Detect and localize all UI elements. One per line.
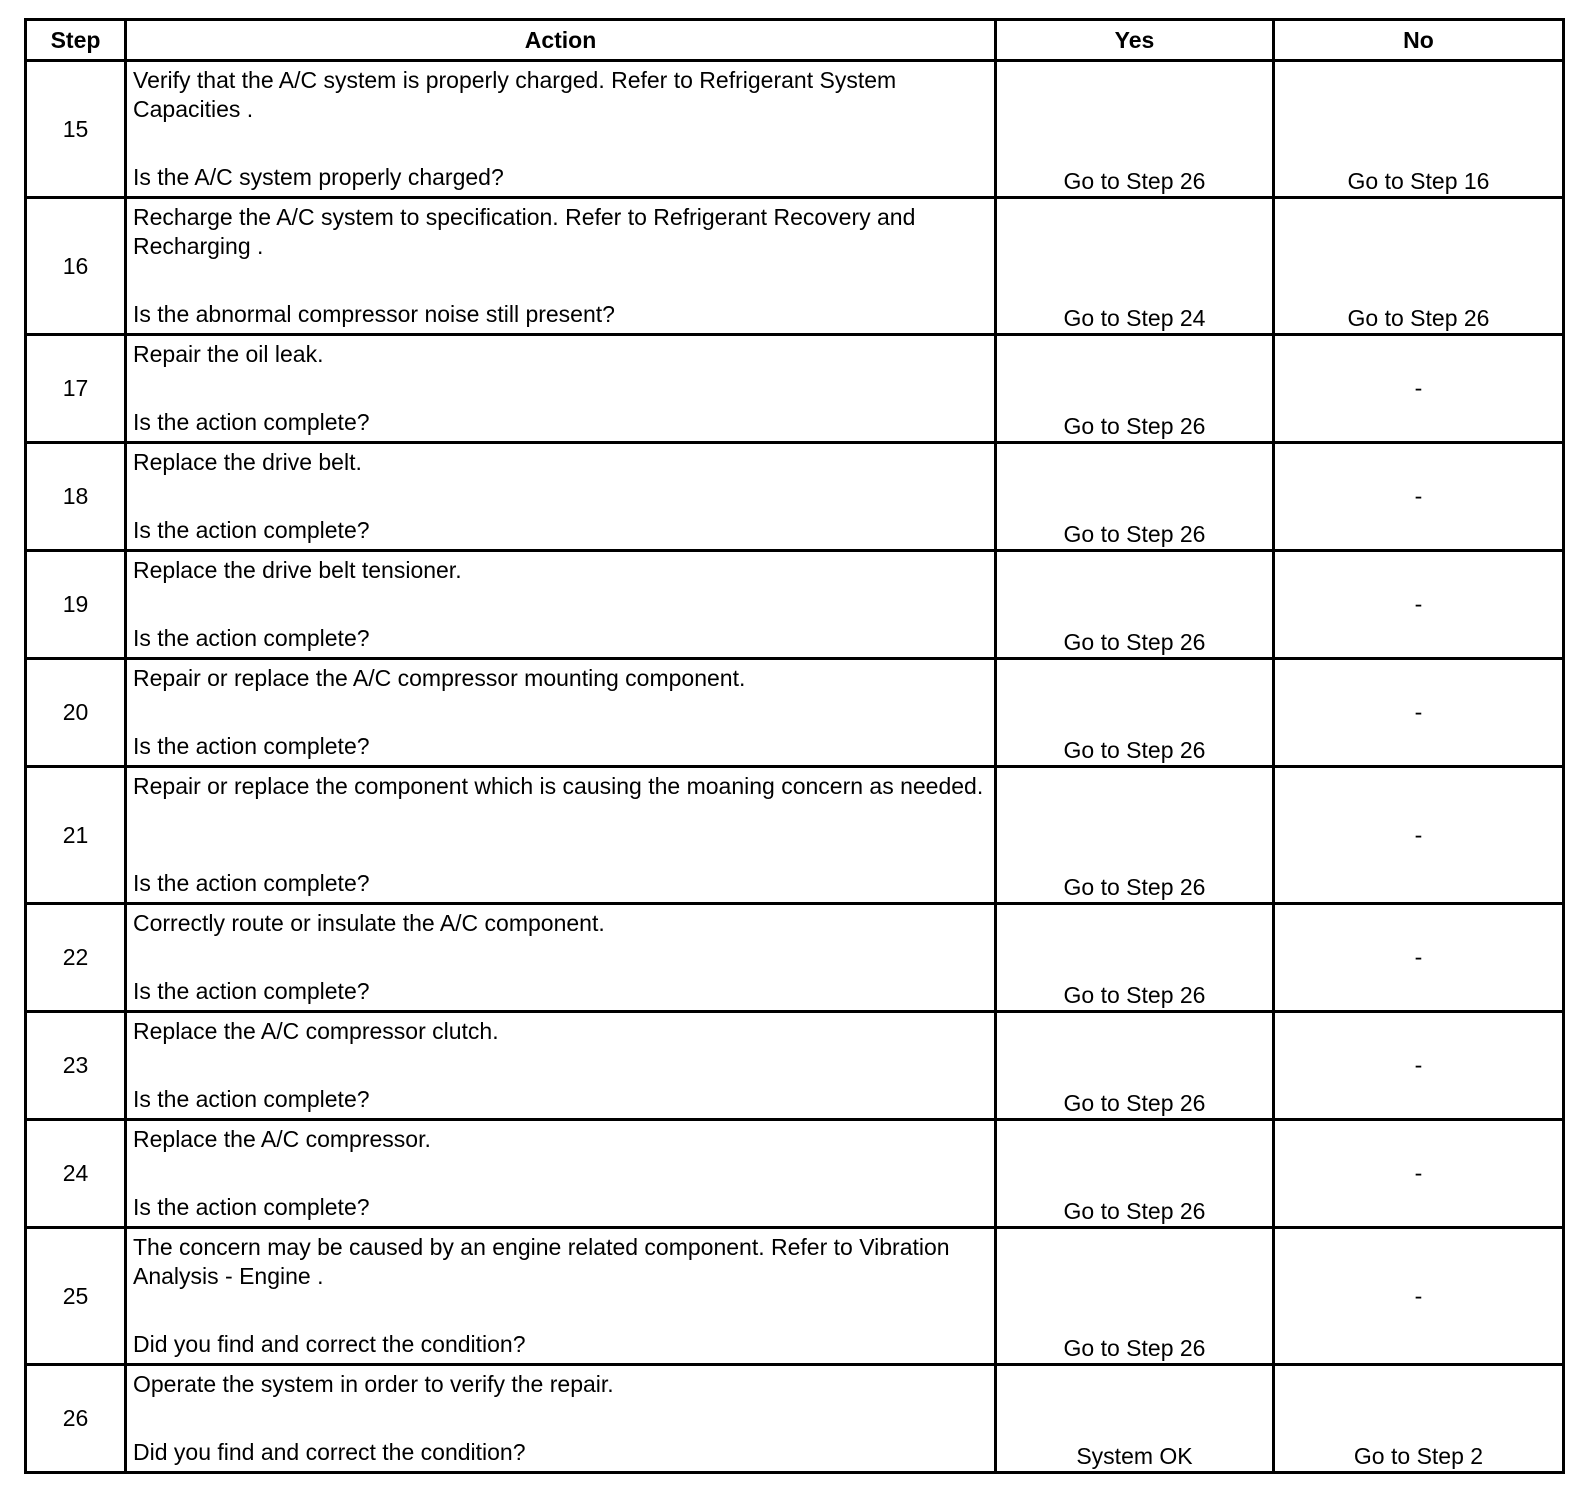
table-row (26, 198, 1564, 335)
header-step: Step (26, 20, 126, 61)
no-result: - (1274, 1120, 1564, 1228)
table-row (26, 1228, 1564, 1365)
step-number: 24 (26, 1120, 126, 1228)
yes-result: System OK (996, 1365, 1274, 1473)
yes-result: Go to Step 26 (996, 551, 1274, 659)
yes-result: Go to Step 26 (996, 1012, 1274, 1120)
action-cell (126, 1120, 996, 1228)
no-result: - (1274, 659, 1564, 767)
action-instruction: Repair or replace the A/C compressor mounting component. (133, 665, 746, 691)
action-instruction: Replace the drive belt tensioner. (133, 557, 462, 583)
no-result: - (1274, 1228, 1564, 1365)
action-question: Is the action complete? (133, 517, 370, 543)
step-number: 26 (26, 1365, 126, 1473)
yes-result: Go to Step 26 (996, 335, 1274, 443)
header-row (26, 20, 1564, 61)
table-row (26, 551, 1564, 659)
action-cell (126, 659, 996, 767)
action-instruction: Correctly route or insulate the A/C component. (133, 910, 605, 936)
table-row (26, 335, 1564, 443)
table-row (26, 1012, 1564, 1120)
action-cell (126, 767, 996, 904)
yes-result: Go to Step 26 (996, 904, 1274, 1012)
header-no: No (1274, 20, 1564, 61)
action-cell (126, 335, 996, 443)
action-instruction: Repair the oil leak. (133, 341, 324, 367)
table-row (26, 61, 1564, 198)
step-number: 22 (26, 904, 126, 1012)
no-result: - (1274, 767, 1564, 904)
step-number: 18 (26, 443, 126, 551)
action-cell (126, 1365, 996, 1473)
step-number: 15 (26, 61, 126, 198)
table-row (26, 659, 1564, 767)
step-number: 25 (26, 1228, 126, 1365)
table-row (26, 1120, 1564, 1228)
action-question: Is the action complete? (133, 409, 370, 435)
action-cell (126, 198, 996, 335)
yes-result: Go to Step 26 (996, 659, 1274, 767)
no-result: - (1274, 443, 1564, 551)
step-number: 21 (26, 767, 126, 904)
no-result: - (1274, 335, 1564, 443)
no-result: Go to Step 26 (1274, 198, 1564, 335)
header-yes: Yes (996, 20, 1274, 61)
step-number: 19 (26, 551, 126, 659)
action-question: Is the action complete? (133, 625, 370, 651)
action-instruction: The concern may be caused by an engine related component. Refer to Vibration Analysis - Engine . (133, 1234, 950, 1289)
table-row (26, 904, 1564, 1012)
yes-result: Go to Step 26 (996, 1228, 1274, 1365)
action-question: Is the action complete? (133, 1086, 370, 1112)
step-number: 17 (26, 335, 126, 443)
step-number: 20 (26, 659, 126, 767)
no-result: Go to Step 16 (1274, 61, 1564, 198)
action-cell (126, 904, 996, 1012)
no-result: Go to Step 2 (1274, 1365, 1564, 1473)
yes-result: Go to Step 26 (996, 1120, 1274, 1228)
action-question: Is the action complete? (133, 978, 370, 1004)
action-question: Is the action complete? (133, 1194, 370, 1220)
action-question: Is the action complete? (133, 870, 370, 896)
header-action: Action (126, 20, 996, 61)
yes-result: Go to Step 26 (996, 767, 1274, 904)
step-number: 23 (26, 1012, 126, 1120)
action-cell (126, 1012, 996, 1120)
action-cell (126, 61, 996, 198)
table-row (26, 767, 1564, 904)
yes-result: Go to Step 26 (996, 443, 1274, 551)
no-result: - (1274, 551, 1564, 659)
yes-result: Go to Step 24 (996, 198, 1274, 335)
action-instruction: Replace the A/C compressor. (133, 1126, 431, 1152)
action-instruction: Recharge the A/C system to specification. Refer to Refrigerant Recovery and Recharging . (133, 204, 916, 259)
action-instruction: Replace the drive belt. (133, 449, 362, 475)
diagnostic-table (24, 18, 1565, 1474)
action-cell (126, 551, 996, 659)
no-result: - (1274, 1012, 1564, 1120)
action-cell (126, 443, 996, 551)
action-instruction: Verify that the A/C system is properly charged. Refer to Refrigerant System Capacities . (133, 67, 897, 122)
action-instruction: Replace the A/C compressor clutch. (133, 1018, 499, 1044)
action-cell (126, 1228, 996, 1365)
no-result: - (1274, 904, 1564, 1012)
table-row (26, 443, 1564, 551)
action-question: Is the action complete? (133, 733, 370, 759)
action-question: Is the A/C system properly charged? (133, 164, 504, 190)
action-instruction: Operate the system in order to verify the repair. (133, 1371, 614, 1397)
action-instruction: Repair or replace the component which is causing the moaning concern as needed. (133, 773, 984, 799)
yes-result: Go to Step 26 (996, 61, 1274, 198)
action-question: Is the abnormal compressor noise still present? (133, 301, 615, 327)
action-question: Did you find and correct the condition? (133, 1439, 526, 1465)
step-number: 16 (26, 198, 126, 335)
action-question: Did you find and correct the condition? (133, 1331, 526, 1357)
table-row (26, 1365, 1564, 1473)
